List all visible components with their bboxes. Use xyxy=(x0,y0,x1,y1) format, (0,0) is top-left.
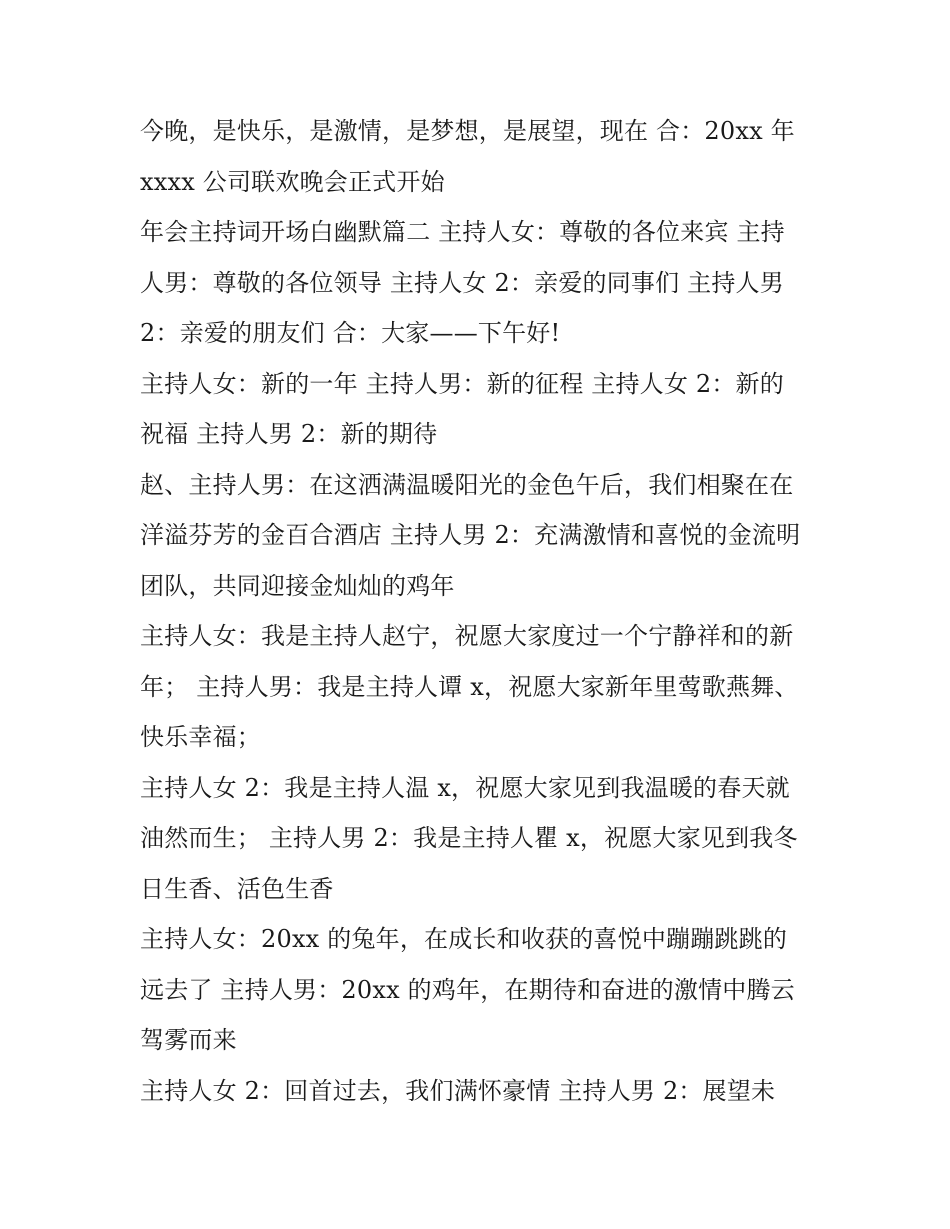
text-line: 快乐幸福； xyxy=(140,723,261,751)
text-line: 主持人女：20xx 的兔年，在成长和收获的喜悦中蹦蹦跳跳的 xyxy=(140,925,788,953)
text-line: 团队，共同迎接金灿灿的鸡年 xyxy=(140,571,455,600)
text-line: 油然而生； 主持人男 2：我是主持人瞿 x，祝愿大家见到我冬 xyxy=(140,824,798,852)
text-line: 2：亲爱的朋友们 合：大家——下午好! xyxy=(140,319,561,347)
text-line: 祝福 主持人男 2：新的期待 xyxy=(140,420,438,448)
text-line: 洋溢芬芳的金百合酒店 主持人男 2：充满激情和喜悦的金流明 xyxy=(140,521,801,549)
text-line: 主持人女：新的一年 主持人男：新的征程 主持人女 2：新的 xyxy=(140,369,784,398)
text-line: xxxx 公司联欢晚会正式开始 xyxy=(140,167,445,196)
text-line: 驾雾而来 xyxy=(140,1026,237,1054)
text-line: 今晚，是快乐，是激情，是梦想，是展望，现在 合：20xx 年 xyxy=(140,117,795,145)
text-line: 年会主持词开场白幽默篇二 主持人女：尊敬的各位来宾 主持 xyxy=(140,218,785,246)
document-body xyxy=(140,106,830,1116)
text-line: 日生香、活色生香 xyxy=(140,874,334,903)
text-line: 主持人女 2：回首过去，我们满怀豪情 主持人男 2：展望未 xyxy=(140,1076,776,1105)
text-line: 年； 主持人男：我是主持人谭 x，祝愿大家新年里莺歌燕舞、 xyxy=(140,672,799,701)
text-line: 赵、主持人男：在这洒满温暖阳光的金色午后，我们相聚在在 xyxy=(140,470,794,499)
text-line: 主持人女：我是主持人赵宁，祝愿大家度过一个宁静祥和的新 xyxy=(140,622,794,650)
text-line: 远去了 主持人男：20xx 的鸡年，在期待和奋进的激情中腾云 xyxy=(140,975,795,1004)
text-line: 主持人女 2：我是主持人温 x，祝愿大家见到我温暖的春天就 xyxy=(140,773,790,802)
text-line: 人男：尊敬的各位领导 主持人女 2：亲爱的同事们 主持人男 xyxy=(140,268,784,297)
